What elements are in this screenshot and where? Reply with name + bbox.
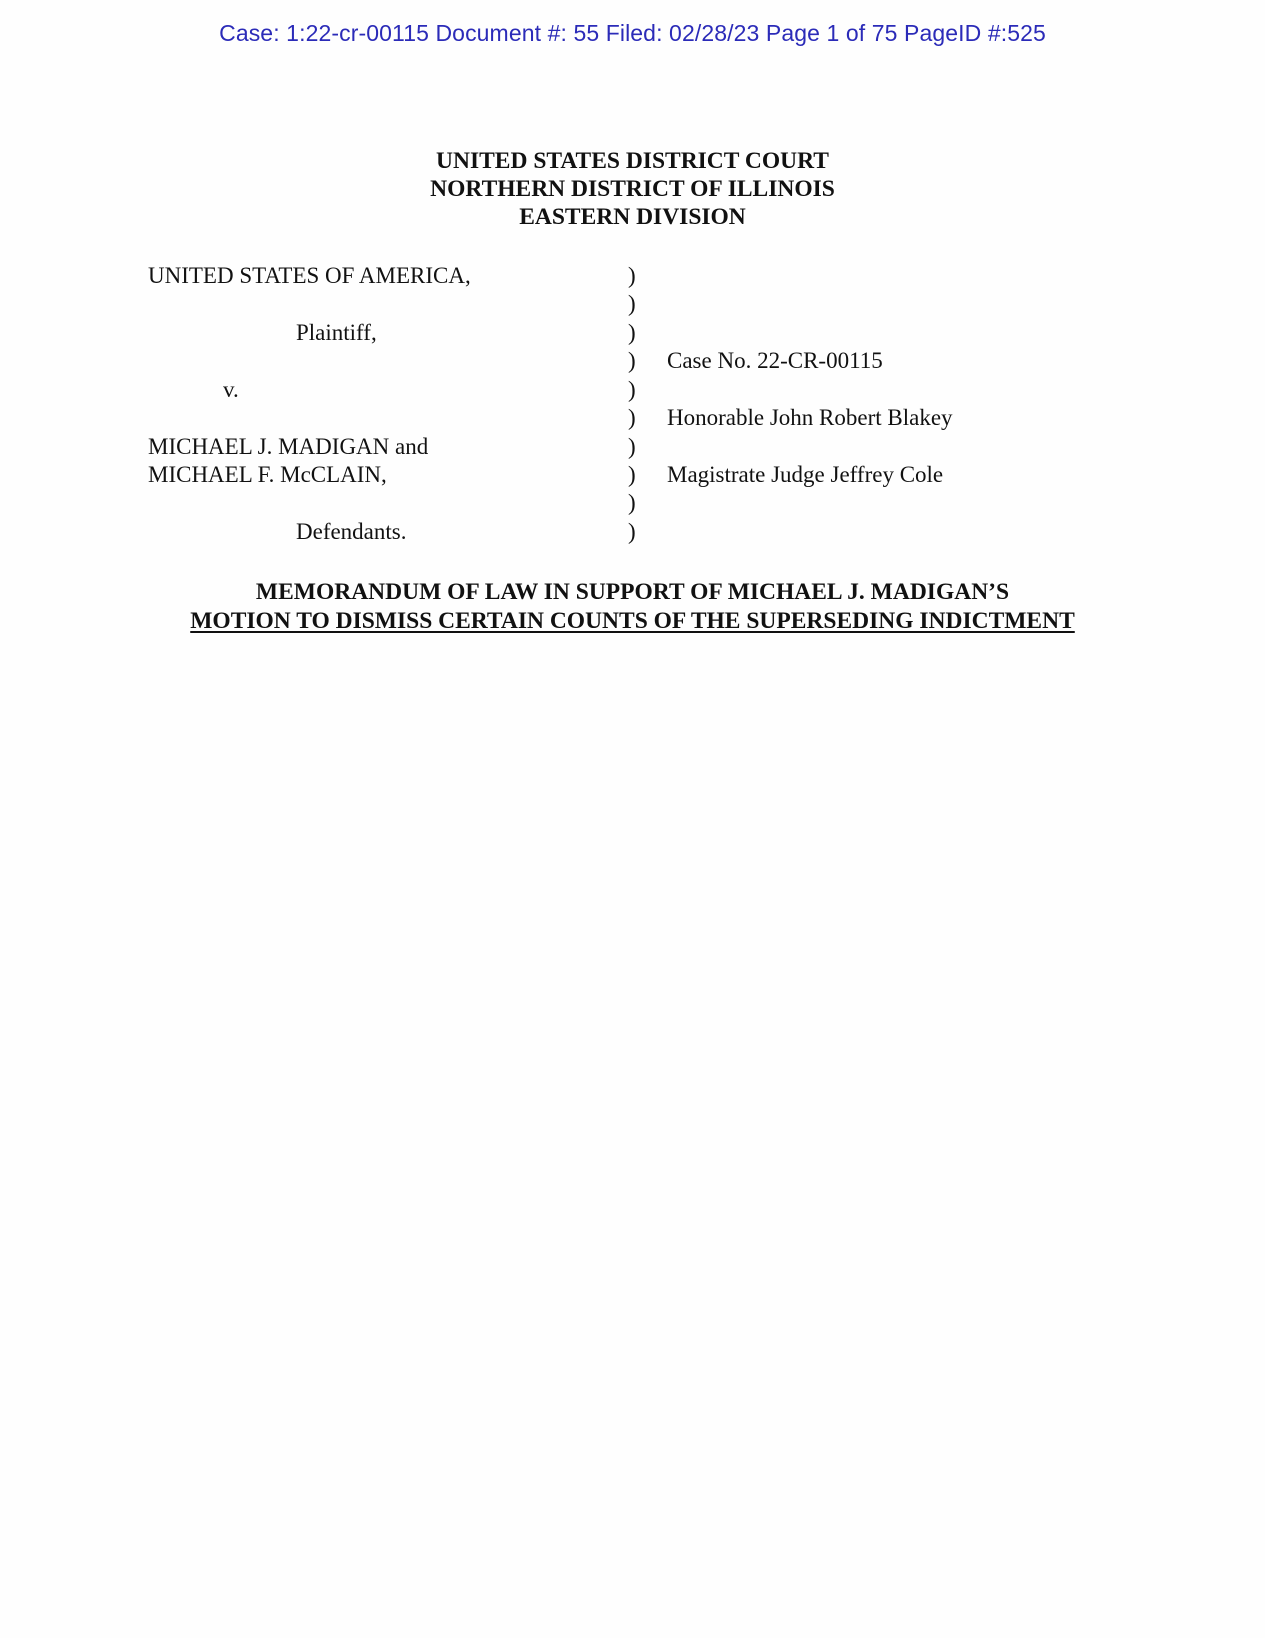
court-district: NORTHERN DISTRICT OF ILLINOIS: [430, 176, 835, 202]
court-division: EASTERN DIVISION: [519, 204, 746, 230]
title-line-2: MOTION TO DISMISS CERTAIN COUNTS OF THE SUPERSEDING INDICTMENT: [190, 608, 1075, 634]
plaintiff-label: Plaintiff,: [296, 320, 377, 345]
caption-paren: ): [628, 462, 636, 487]
ecf-header-stamp: Case: 1:22-cr-00115 Document #: 55 Filed: 02/28/23 Page 1 of 75 PageID #:525: [219, 20, 1046, 46]
caption-paren: ): [628, 434, 636, 459]
presiding-judge: Honorable John Robert Blakey: [667, 405, 953, 430]
court-name: UNITED STATES DISTRICT COURT: [436, 148, 829, 174]
defendant-2: MICHAEL F. McCLAIN,: [148, 462, 387, 487]
versus: v.: [223, 377, 239, 402]
caption-paren: ): [628, 263, 636, 288]
title-line-1: MEMORANDUM OF LAW IN SUPPORT OF MICHAEL J. MADIGAN’S: [255, 579, 1010, 605]
court-heading: [0, 147, 1265, 231]
caption-paren: ): [628, 377, 636, 402]
caption-paren: ): [628, 490, 636, 515]
caption-paren: ): [628, 291, 636, 316]
caption-paren: ): [628, 320, 636, 345]
caption-paren: ): [628, 348, 636, 373]
defendant-1: MICHAEL J. MADIGAN and: [148, 434, 429, 459]
caption-paren: ): [628, 519, 636, 544]
plaintiff-name: UNITED STATES OF AMERICA,: [148, 263, 471, 288]
document-title: [0, 578, 1265, 636]
caption-paren: ): [628, 405, 636, 430]
defendants-label: Defendants.: [296, 519, 407, 544]
magistrate-judge: Magistrate Judge Jeffrey Cole: [667, 462, 944, 487]
case-number: Case No. 22-CR-00115: [667, 348, 883, 373]
